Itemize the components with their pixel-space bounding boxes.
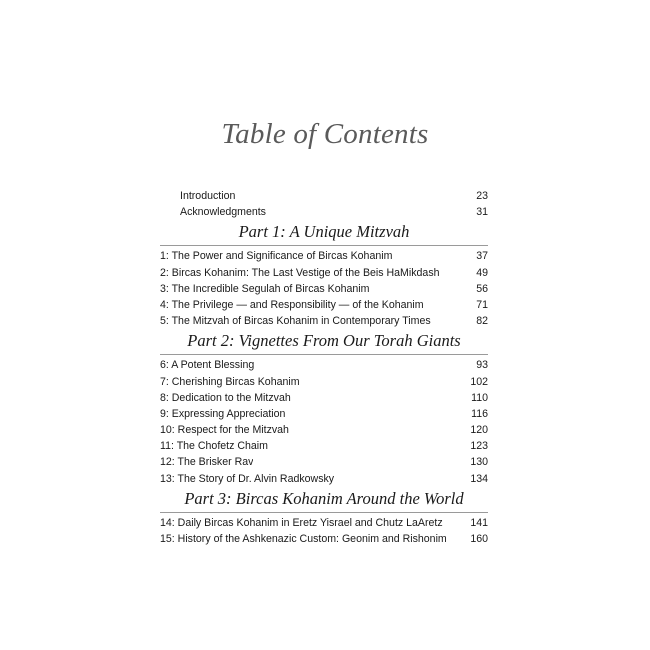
- entry-label: 5: The Mitzvah of Bircas Kohanim in Contemporary Times: [160, 315, 431, 328]
- entry-page-number: 134: [470, 472, 488, 485]
- entry-page-number: 93: [476, 359, 488, 372]
- entry-page-number: 23: [476, 190, 488, 202]
- entry-page-number: 123: [470, 440, 488, 453]
- toc-entry-chapter-2: [160, 265, 488, 281]
- entry-label: 3: The Incredible Segulah of Bircas Kohanim: [160, 282, 370, 295]
- entry-label: 4: The Privilege — and Responsibility — of the Kohanim: [160, 298, 424, 311]
- toc-entry-chapter-8: [160, 390, 488, 406]
- entry-label: 14: Daily Bircas Kohanim in Eretz Yisrael and Chutz LaAretz: [160, 516, 443, 529]
- toc-entry-acknowledgments: [160, 204, 488, 220]
- toc-entry-chapter-3: [160, 281, 488, 297]
- entry-label: 12: The Brisker Rav: [160, 456, 254, 469]
- table-of-contents: [160, 188, 488, 547]
- entry-label: 1: The Power and Significance of Bircas Kohanim: [160, 250, 393, 263]
- toc-entry-chapter-4: [160, 297, 488, 313]
- entry-page-number: 49: [476, 266, 488, 279]
- toc-entry-chapter-11: [160, 438, 488, 454]
- entry-label: 10: Respect for the Mitzvah: [160, 424, 289, 437]
- entry-page-number: 141: [470, 516, 488, 529]
- entry-page-number: 31: [476, 206, 488, 219]
- entry-page-number: 102: [470, 375, 488, 388]
- part-2-heading: Part 2: Vignettes From Our Torah Giants: [187, 331, 461, 351]
- toc-entry-chapter-10: [160, 422, 488, 438]
- toc-entry-introduction: [160, 188, 488, 204]
- toc-entry-chapter-15: [160, 531, 488, 547]
- toc-entry-chapter-7: [160, 374, 488, 390]
- part-1-heading: Part 1: A Unique Mitzvah: [238, 222, 410, 242]
- toc-entry-chapter-12: [160, 454, 488, 470]
- toc-entry-chapter-1: [160, 248, 488, 264]
- entry-label: 2: Bircas Kohanim: The Last Vestige of the Beis HaMikdash: [160, 266, 440, 279]
- part-2-divider: [160, 354, 488, 355]
- page-title: Table of Contents: [221, 118, 429, 150]
- part-3-heading: Part 3: Bircas Kohanim Around the World: [184, 488, 464, 508]
- entry-label: 9: Expressing Appreciation: [160, 407, 286, 420]
- entry-label: 13: The Story of Dr. Alvin Radkowsky: [160, 472, 335, 485]
- entry-label: 7: Cherishing Bircas Kohanim: [160, 375, 300, 388]
- entry-label: 8: Dedication to the Mitzvah: [160, 391, 291, 404]
- part-3-divider: [160, 512, 488, 513]
- entry-label: Introduction: [180, 190, 236, 202]
- entry-page-number: 56: [476, 282, 488, 295]
- entry-label: 11: The Chofetz Chaim: [160, 440, 268, 453]
- entry-page-number: 120: [470, 424, 488, 437]
- toc-entry-chapter-13: [160, 471, 488, 487]
- entry-label: 15: History of the Ashkenazic Custom: Geonim and Rishonim: [160, 533, 447, 545]
- entry-label: Acknowledgments: [180, 206, 266, 219]
- entry-page-number: 116: [471, 407, 488, 420]
- part-1-divider: [160, 245, 488, 246]
- entry-page-number: 110: [471, 391, 488, 404]
- entry-page-number: 130: [470, 456, 488, 469]
- entry-page-number: 160: [470, 533, 488, 545]
- entry-page-number: 37: [476, 250, 488, 263]
- toc-entry-chapter-6: [160, 357, 488, 373]
- toc-entry-chapter-5: [160, 313, 488, 329]
- entry-label: 6: A Potent Blessing: [160, 359, 255, 372]
- entry-page-number: 82: [476, 315, 488, 328]
- toc-entry-chapter-9: [160, 406, 488, 422]
- toc-entry-chapter-14: [160, 515, 488, 531]
- entry-page-number: 71: [476, 298, 488, 311]
